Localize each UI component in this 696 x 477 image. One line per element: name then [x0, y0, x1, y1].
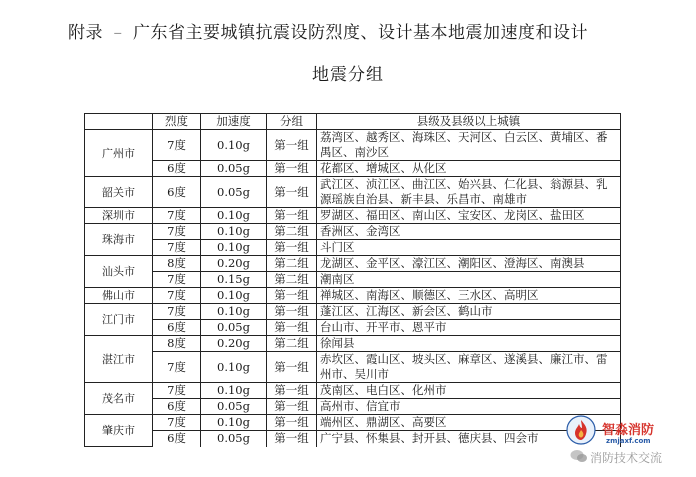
- seismic-table: [84, 113, 621, 447]
- city-cell: 肇庆市: [85, 415, 153, 447]
- areas-cell: 赤坎区、霞山区、坡头区、麻章区、遂溪县、廉江市、雷州市、吴川市: [317, 352, 621, 383]
- areas-cell: 斗门区: [317, 240, 621, 256]
- title-text: 广东省主要城镇抗震设防烈度、设计基本地震加速度和设计: [133, 23, 588, 43]
- accel-cell: 0.05g: [201, 161, 267, 177]
- table-row: [85, 288, 621, 304]
- city-cell: 珠海市: [85, 224, 153, 256]
- group-cell: 第一组: [267, 399, 317, 415]
- areas-cell: 台山市、开平市、恩平市: [317, 320, 621, 336]
- col-header-city: [85, 114, 153, 130]
- table-row: [85, 177, 621, 208]
- appendix-label: 附录: [68, 23, 103, 43]
- accel-cell: 0.20g: [201, 336, 267, 352]
- group-cell: 第一组: [267, 415, 317, 431]
- areas-cell: 武江区、浈江区、曲江区、始兴县、仁化县、翁源县、乳源瑶族自治县、新丰县、乐昌市、南雄市: [317, 177, 621, 208]
- table-row: [85, 161, 621, 177]
- watermark-slogan: 消防技术交流: [590, 451, 663, 465]
- title-line-2: 地震分组: [312, 65, 384, 85]
- group-cell: 第一组: [267, 431, 317, 447]
- degree-cell: 7度: [153, 304, 201, 320]
- city-cell: 茂名市: [85, 383, 153, 415]
- table-body: [85, 130, 621, 447]
- group-cell: 第一组: [267, 352, 317, 383]
- degree-cell: 7度: [153, 415, 201, 431]
- areas-cell: 徐闻县: [317, 336, 621, 352]
- areas-cell: 潮南区: [317, 272, 621, 288]
- col-header-degree: 烈度: [153, 114, 201, 130]
- degree-cell: 6度: [153, 431, 201, 447]
- city-cell: 佛山市: [85, 288, 153, 304]
- accel-cell: 0.10g: [201, 304, 267, 320]
- accel-cell: 0.10g: [201, 240, 267, 256]
- degree-cell: 7度: [153, 272, 201, 288]
- table-row: [85, 272, 621, 288]
- title-separator: –: [113, 23, 123, 43]
- city-cell: 深圳市: [85, 208, 153, 224]
- watermark-name: 智淼消防: [602, 423, 655, 438]
- accel-cell: 0.10g: [201, 208, 267, 224]
- table-row: [85, 130, 621, 161]
- table-row: [85, 224, 621, 240]
- city-cell: 汕头市: [85, 256, 153, 288]
- accel-cell: 0.05g: [201, 320, 267, 336]
- group-cell: 第二组: [267, 336, 317, 352]
- table-row: [85, 240, 621, 256]
- table-row: [85, 208, 621, 224]
- table-row: [85, 304, 621, 320]
- areas-cell: 花都区、增城区、从化区: [317, 161, 621, 177]
- degree-cell: 7度: [153, 383, 201, 399]
- group-cell: 第一组: [267, 304, 317, 320]
- table-row: [85, 415, 621, 431]
- group-cell: 第一组: [267, 161, 317, 177]
- degree-cell: 6度: [153, 399, 201, 415]
- degree-cell: 7度: [153, 352, 201, 383]
- degree-cell: 8度: [153, 336, 201, 352]
- accel-cell: 0.05g: [201, 431, 267, 447]
- group-cell: 第一组: [267, 130, 317, 161]
- degree-cell: 7度: [153, 130, 201, 161]
- accel-cell: 0.20g: [201, 256, 267, 272]
- group-cell: 第一组: [267, 177, 317, 208]
- group-cell: 第一组: [267, 240, 317, 256]
- watermark: [566, 415, 692, 471]
- areas-cell: 龙湖区、金平区、濠江区、潮阳区、澄海区、南澳县: [317, 256, 621, 272]
- col-header-areas: 县级及县级以上城镇: [317, 114, 621, 130]
- accel-cell: 0.15g: [201, 272, 267, 288]
- areas-cell: 高州市、信宜市: [317, 399, 621, 415]
- table-row: [85, 383, 621, 399]
- areas-cell: 端州区、鼎湖区、高要区: [317, 415, 621, 431]
- degree-cell: 8度: [153, 256, 201, 272]
- accel-cell: 0.10g: [201, 352, 267, 383]
- accel-cell: 0.10g: [201, 415, 267, 431]
- col-header-group: 分组: [267, 114, 317, 130]
- city-cell: 广州市: [85, 130, 153, 177]
- wechat-icon: [570, 449, 588, 463]
- areas-cell: 香洲区、金湾区: [317, 224, 621, 240]
- table-row: [85, 256, 621, 272]
- accel-cell: 0.05g: [201, 177, 267, 208]
- areas-cell: 禅城区、南海区、顺德区、三水区、高明区: [317, 288, 621, 304]
- group-cell: 第一组: [267, 288, 317, 304]
- accel-cell: 0.10g: [201, 288, 267, 304]
- group-cell: 第一组: [267, 383, 317, 399]
- areas-cell: 蓬江区、江海区、新会区、鹤山市: [317, 304, 621, 320]
- degree-cell: 7度: [153, 208, 201, 224]
- degree-cell: 7度: [153, 240, 201, 256]
- table-row: [85, 320, 621, 336]
- table-row: [85, 336, 621, 352]
- accel-cell: 0.10g: [201, 224, 267, 240]
- group-cell: 第一组: [267, 208, 317, 224]
- title-line-1: [68, 18, 588, 43]
- city-cell: 江门市: [85, 304, 153, 336]
- table-row: [85, 431, 621, 447]
- degree-cell: 6度: [153, 161, 201, 177]
- accel-cell: 0.05g: [201, 399, 267, 415]
- areas-cell: 广宁县、怀集县、封开县、德庆县、四会市: [317, 431, 621, 447]
- table-row: [85, 352, 621, 383]
- city-cell: 韶关市: [85, 177, 153, 208]
- table-header-row: [85, 114, 621, 130]
- areas-cell: 茂南区、电白区、化州市: [317, 383, 621, 399]
- group-cell: 第二组: [267, 224, 317, 240]
- watermark-url: zmjaxf.com: [606, 437, 651, 445]
- table-row: [85, 399, 621, 415]
- group-cell: 第一组: [267, 320, 317, 336]
- degree-cell: 7度: [153, 288, 201, 304]
- flame-logo-icon: [566, 415, 596, 445]
- degree-cell: 7度: [153, 224, 201, 240]
- areas-cell: 荔湾区、越秀区、海珠区、天河区、白云区、黄埔区、番禺区、南沙区: [317, 130, 621, 161]
- degree-cell: 6度: [153, 177, 201, 208]
- areas-cell: 罗湖区、福田区、南山区、宝安区、龙岗区、盐田区: [317, 208, 621, 224]
- degree-cell: 6度: [153, 320, 201, 336]
- city-cell: 湛江市: [85, 336, 153, 383]
- accel-cell: 0.10g: [201, 130, 267, 161]
- col-header-accel: 加速度: [201, 114, 267, 130]
- group-cell: 第二组: [267, 256, 317, 272]
- accel-cell: 0.10g: [201, 383, 267, 399]
- group-cell: 第二组: [267, 272, 317, 288]
